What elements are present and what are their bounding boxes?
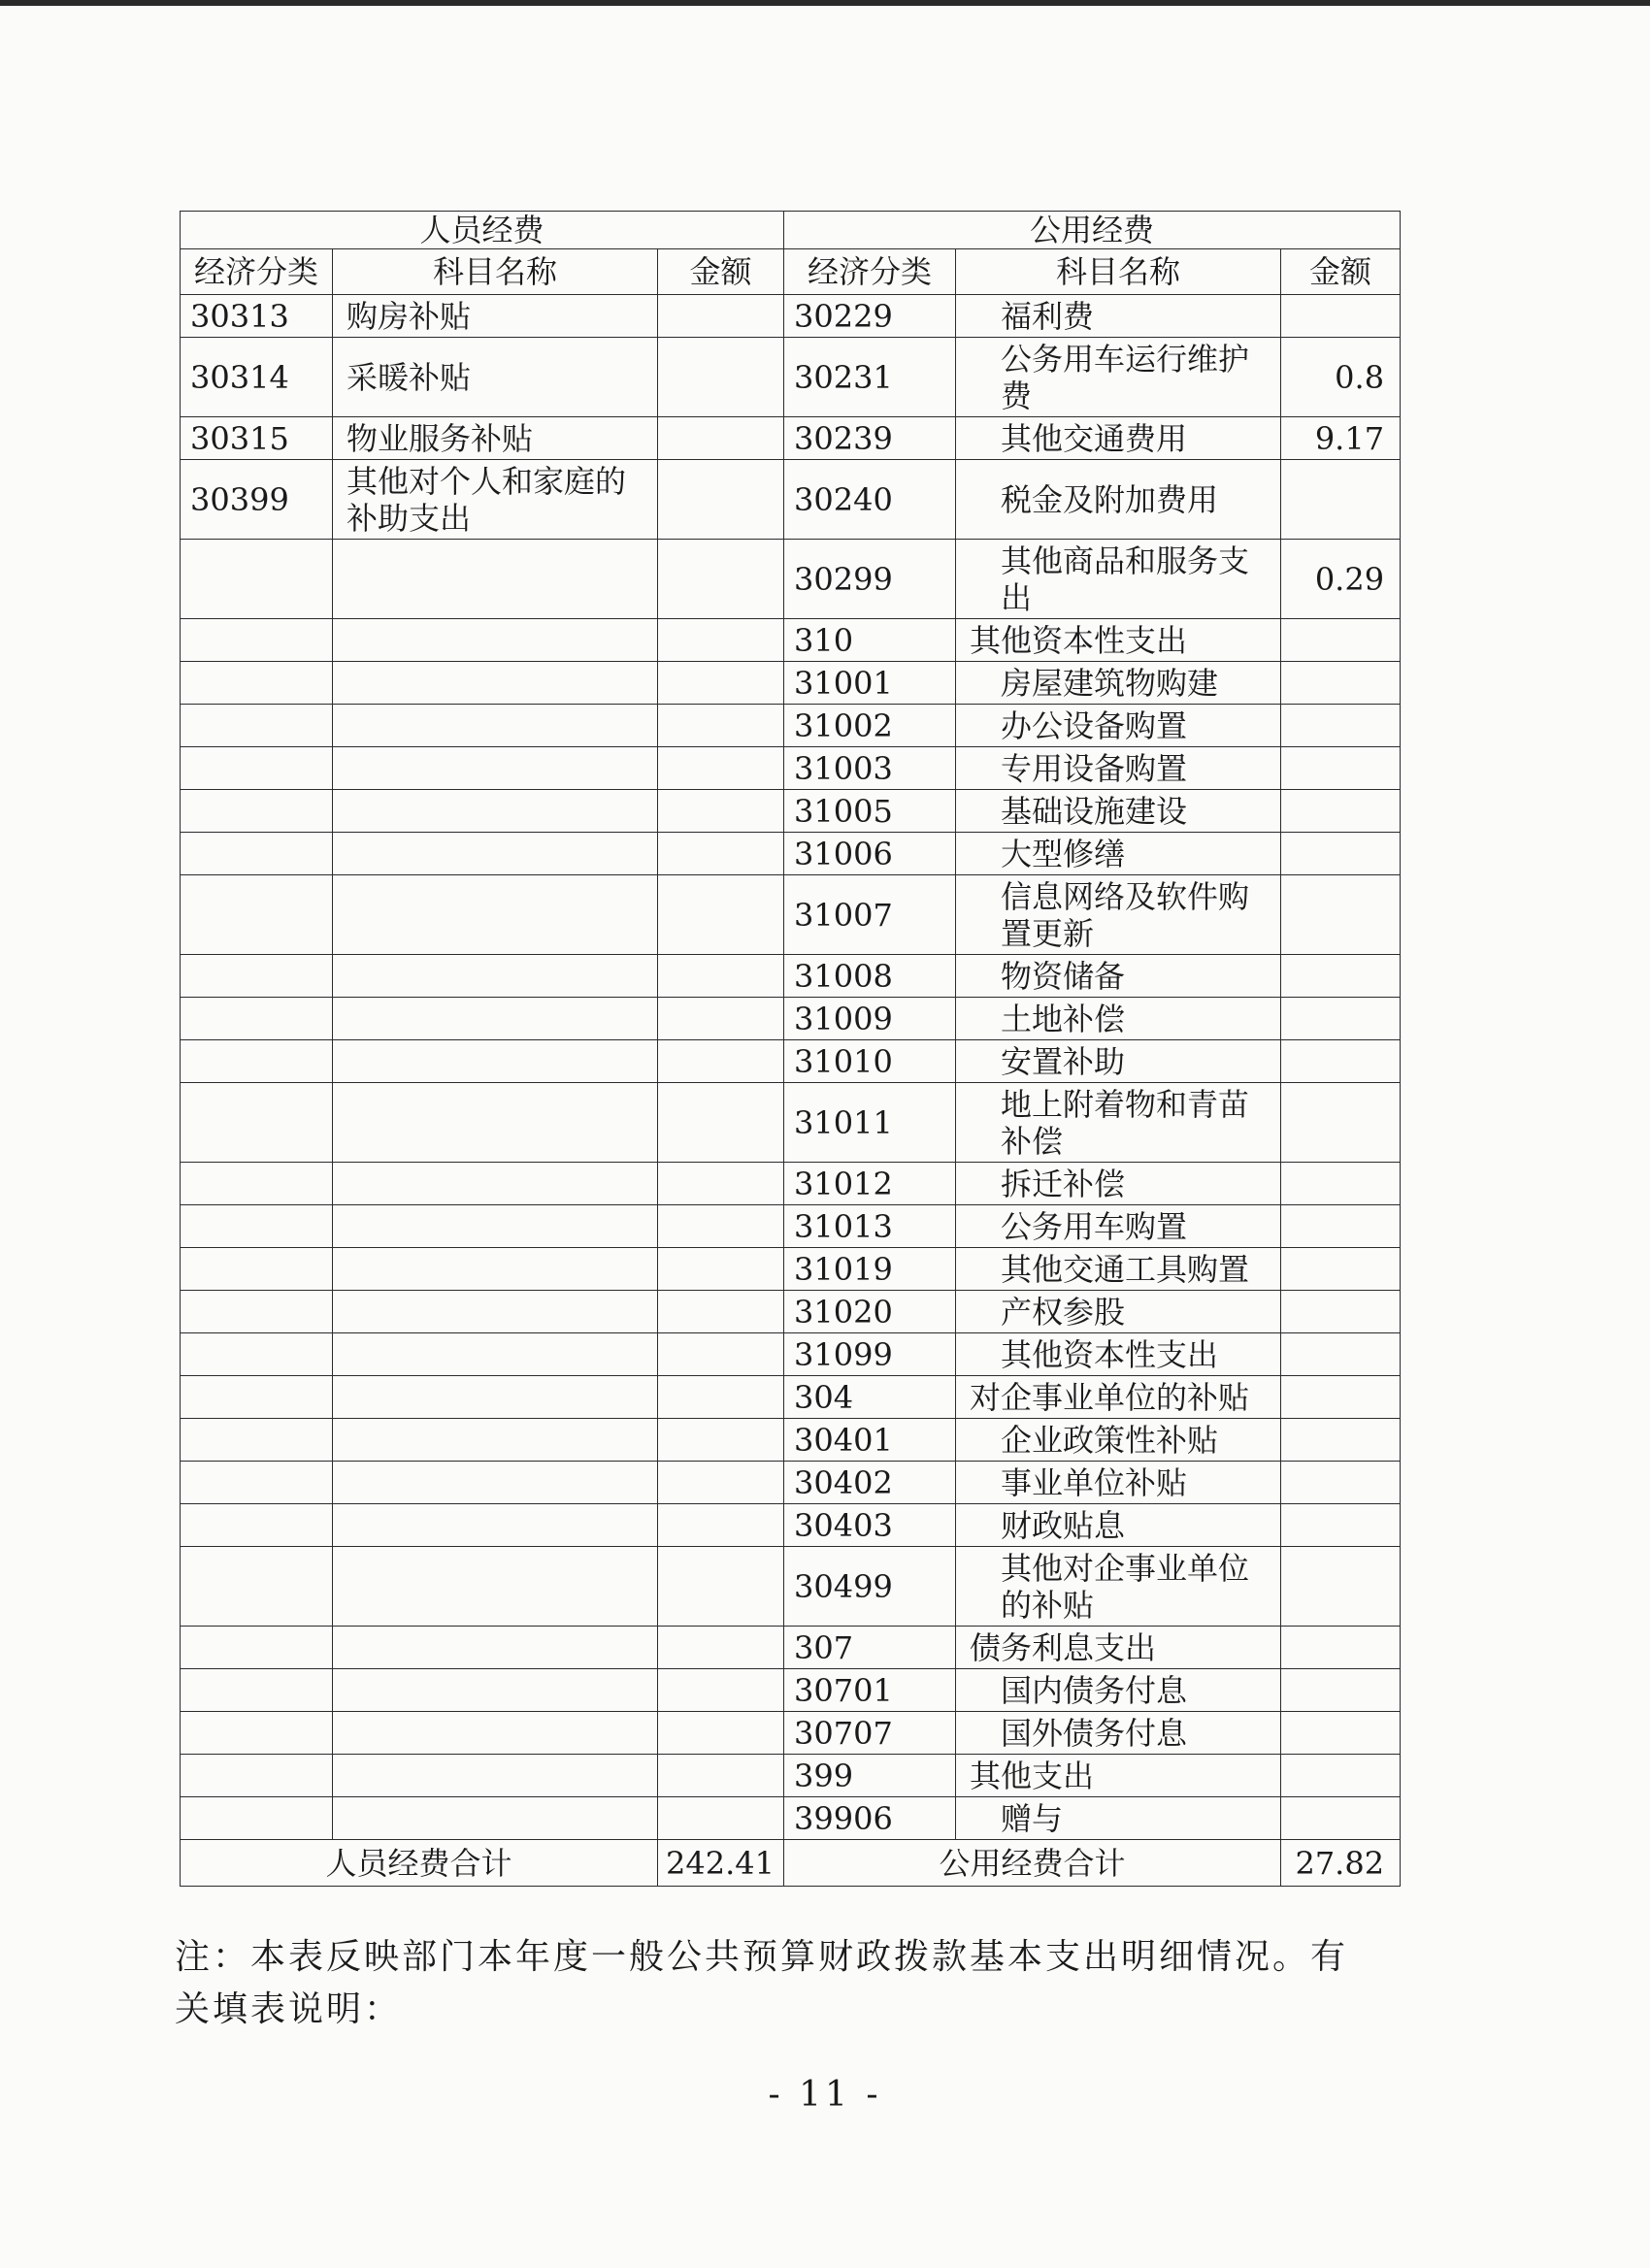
public-amount-cell <box>1281 1163 1401 1205</box>
table-row <box>181 747 1401 790</box>
personnel-code-cell <box>181 1797 333 1840</box>
personnel-name-cell <box>333 747 658 790</box>
personnel-code-cell: 30313 <box>181 295 333 338</box>
personnel-name-cell <box>333 662 658 705</box>
public-amount-cell <box>1281 1248 1401 1291</box>
public-code-cell: 30231 <box>784 338 956 417</box>
public-name-cell: 国外债务付息 <box>956 1712 1281 1755</box>
public-name-cell: 税金及附加费用 <box>956 460 1281 540</box>
public-amount-cell <box>1281 460 1401 540</box>
table-row <box>181 460 1401 540</box>
personnel-name-cell <box>333 1504 658 1547</box>
personnel-name-cell <box>333 1419 658 1462</box>
table-row <box>181 1669 1401 1712</box>
personnel-name-cell <box>333 1669 658 1712</box>
public-name-cell: 企业政策性补贴 <box>956 1419 1281 1462</box>
public-name-cell: 安置补助 <box>956 1040 1281 1083</box>
public-amount-cell <box>1281 1627 1401 1669</box>
public-code-cell: 39906 <box>784 1797 956 1840</box>
public-name-cell: 地上附着物和青苗补偿 <box>956 1083 1281 1163</box>
personnel-amount-cell <box>658 460 784 540</box>
personnel-amount-cell <box>658 1163 784 1205</box>
public-amount-cell <box>1281 662 1401 705</box>
public-name-cell: 其他商品和服务支出 <box>956 540 1281 619</box>
public-amount-cell <box>1281 1755 1401 1797</box>
table-note: 注：本表反映部门本年度一般公共预算财政拨款基本支出明细情况。有关填表说明： <box>175 1937 1349 2029</box>
public-amount-cell <box>1281 1462 1401 1504</box>
personnel-amount-cell <box>658 1291 784 1333</box>
public-amount-cell <box>1281 1205 1401 1248</box>
public-code-cell: 30229 <box>784 295 956 338</box>
personnel-name-cell <box>333 1462 658 1504</box>
table-row <box>181 540 1401 619</box>
public-amount-cell <box>1281 705 1401 747</box>
personnel-name-cell <box>333 1627 658 1669</box>
personnel-code-cell <box>181 1163 333 1205</box>
personnel-name-cell <box>333 705 658 747</box>
public-amount-cell <box>1281 747 1401 790</box>
personnel-amount-cell <box>658 1040 784 1083</box>
expenditure-detail-table <box>180 211 1401 1887</box>
personnel-code-cell <box>181 1419 333 1462</box>
public-code-cell: 31012 <box>784 1163 956 1205</box>
table-row <box>181 1419 1401 1462</box>
public-code-cell: 307 <box>784 1627 956 1669</box>
public-code-cell: 31013 <box>784 1205 956 1248</box>
public-name-cell: 土地补偿 <box>956 998 1281 1040</box>
table-row <box>181 1248 1401 1291</box>
public-code-cell: 31011 <box>784 1083 956 1163</box>
public-name-cell: 物资储备 <box>956 955 1281 998</box>
personnel-code-cell <box>181 833 333 875</box>
personnel-amount-cell <box>658 705 784 747</box>
personnel-name-cell <box>333 1376 658 1419</box>
public-amount-cell <box>1281 998 1401 1040</box>
public-total-amount: 27.82 <box>1281 1840 1401 1887</box>
personnel-code-cell <box>181 1627 333 1669</box>
totals-row <box>181 1840 1401 1887</box>
public-name-cell: 公务用车购置 <box>956 1205 1281 1248</box>
public-amount-cell <box>1281 1669 1401 1712</box>
public-name-cell: 其他资本性支出 <box>956 619 1281 662</box>
personnel-amount-cell <box>658 1755 784 1797</box>
public-name-cell: 对企事业单位的补贴 <box>956 1376 1281 1419</box>
personnel-name-cell: 物业服务补贴 <box>333 417 658 460</box>
personnel-amount-cell <box>658 1376 784 1419</box>
public-amount-cell <box>1281 875 1401 955</box>
public-code-cell: 399 <box>784 1755 956 1797</box>
personnel-total-amount: 242.41 <box>658 1840 784 1887</box>
public-name-cell: 其他对企事业单位的补贴 <box>956 1547 1281 1627</box>
public-amount-cell <box>1281 1083 1401 1163</box>
personnel-name-header: 科目名称 <box>333 249 658 295</box>
personnel-code-cell <box>181 790 333 833</box>
personnel-amount-cell <box>658 1205 784 1248</box>
personnel-code-cell <box>181 662 333 705</box>
personnel-name-cell <box>333 790 658 833</box>
table-row <box>181 1797 1401 1840</box>
table-row <box>181 417 1401 460</box>
personnel-name-cell <box>333 955 658 998</box>
public-name-cell: 公务用车运行维护费 <box>956 338 1281 417</box>
personnel-amount-cell <box>658 1712 784 1755</box>
public-amount-cell <box>1281 1040 1401 1083</box>
public-code-cell: 31006 <box>784 833 956 875</box>
personnel-name-cell <box>333 619 658 662</box>
personnel-name-cell: 购房补贴 <box>333 295 658 338</box>
personnel-amount-cell <box>658 1627 784 1669</box>
public-name-cell: 其他资本性支出 <box>956 1333 1281 1376</box>
personnel-name-cell <box>333 1040 658 1083</box>
personnel-amount-cell <box>658 1419 784 1462</box>
public-code-cell: 30403 <box>784 1504 956 1547</box>
public-name-cell: 赠与 <box>956 1797 1281 1840</box>
public-code-cell: 31002 <box>784 705 956 747</box>
public-code-cell: 31001 <box>784 662 956 705</box>
public-name-cell: 大型修缮 <box>956 833 1281 875</box>
personnel-code-cell <box>181 1205 333 1248</box>
personnel-name-cell <box>333 1712 658 1755</box>
public-name-cell: 信息网络及软件购置更新 <box>956 875 1281 955</box>
public-name-cell: 房屋建筑物购建 <box>956 662 1281 705</box>
table-row <box>181 1627 1401 1669</box>
public-name-cell: 财政贴息 <box>956 1504 1281 1547</box>
public-code-cell: 30240 <box>784 460 956 540</box>
personnel-code-cell <box>181 1291 333 1333</box>
public-name-cell: 其他交通费用 <box>956 417 1281 460</box>
public-group-header: 公用经费 <box>784 212 1401 249</box>
personnel-name-cell <box>333 1333 658 1376</box>
public-code-cell: 31003 <box>784 747 956 790</box>
public-name-cell: 债务利息支出 <box>956 1627 1281 1669</box>
public-code-header: 经济分类 <box>784 249 956 295</box>
personnel-amount-cell <box>658 1547 784 1627</box>
personnel-code-cell: 30399 <box>181 460 333 540</box>
public-amount-cell <box>1281 1797 1401 1840</box>
personnel-amount-cell <box>658 1462 784 1504</box>
scan-edge <box>0 0 1650 6</box>
personnel-code-cell <box>181 705 333 747</box>
personnel-code-header: 经济分类 <box>181 249 333 295</box>
table-row <box>181 705 1401 747</box>
public-amount-cell: 0.8 <box>1281 338 1401 417</box>
personnel-group-header: 人员经费 <box>181 212 784 249</box>
table-row <box>181 1462 1401 1504</box>
personnel-code-cell <box>181 1376 333 1419</box>
personnel-name-cell <box>333 1547 658 1627</box>
public-code-cell: 31010 <box>784 1040 956 1083</box>
personnel-name-cell <box>333 1248 658 1291</box>
personnel-code-cell <box>181 1547 333 1627</box>
public-code-cell: 31008 <box>784 955 956 998</box>
personnel-name-cell <box>333 1163 658 1205</box>
personnel-amount-cell <box>658 540 784 619</box>
personnel-name-cell <box>333 1755 658 1797</box>
personnel-code-cell <box>181 1083 333 1163</box>
personnel-total-label: 人员经费合计 <box>181 1840 658 1887</box>
public-name-cell: 产权参股 <box>956 1291 1281 1333</box>
personnel-amount-cell <box>658 875 784 955</box>
personnel-code-cell <box>181 747 333 790</box>
personnel-name-cell: 采暖补贴 <box>333 338 658 417</box>
personnel-code-cell <box>181 619 333 662</box>
personnel-amount-cell <box>658 619 784 662</box>
personnel-amount-cell <box>658 417 784 460</box>
public-code-cell: 31099 <box>784 1333 956 1376</box>
personnel-code-cell <box>181 998 333 1040</box>
public-code-cell: 304 <box>784 1376 956 1419</box>
page-number: - 11 - <box>768 2075 882 2115</box>
public-amount-cell <box>1281 1333 1401 1376</box>
personnel-amount-cell <box>658 790 784 833</box>
public-amount-cell <box>1281 619 1401 662</box>
personnel-code-cell: 30314 <box>181 338 333 417</box>
personnel-name-cell <box>333 833 658 875</box>
personnel-code-cell <box>181 1755 333 1797</box>
personnel-amount-cell <box>658 295 784 338</box>
personnel-amount-header: 金额 <box>658 249 784 295</box>
table-row <box>181 619 1401 662</box>
table-row <box>181 1333 1401 1376</box>
table-row <box>181 875 1401 955</box>
header-row-columns <box>181 249 1401 295</box>
public-code-cell: 310 <box>784 619 956 662</box>
personnel-code-cell <box>181 1040 333 1083</box>
public-amount-cell: 0.29 <box>1281 540 1401 619</box>
table-row <box>181 955 1401 998</box>
table-row <box>181 1083 1401 1163</box>
table-row <box>181 1040 1401 1083</box>
public-code-cell: 31009 <box>784 998 956 1040</box>
personnel-amount-cell <box>658 955 784 998</box>
public-name-cell: 拆迁补偿 <box>956 1163 1281 1205</box>
table-row <box>181 998 1401 1040</box>
personnel-name-cell <box>333 1291 658 1333</box>
public-code-cell: 31005 <box>784 790 956 833</box>
table-row <box>181 1376 1401 1419</box>
personnel-amount-cell <box>658 833 784 875</box>
personnel-amount-cell <box>658 662 784 705</box>
public-amount-cell <box>1281 1504 1401 1547</box>
personnel-amount-cell <box>658 1333 784 1376</box>
personnel-amount-cell <box>658 1797 784 1840</box>
public-name-cell: 其他交通工具购置 <box>956 1248 1281 1291</box>
table-row <box>181 1712 1401 1755</box>
table-row <box>181 662 1401 705</box>
public-code-cell: 30401 <box>784 1419 956 1462</box>
personnel-code-cell <box>181 1504 333 1547</box>
table-row <box>181 1547 1401 1627</box>
table-row <box>181 295 1401 338</box>
public-amount-cell <box>1281 1376 1401 1419</box>
public-name-cell: 其他支出 <box>956 1755 1281 1797</box>
personnel-code-cell <box>181 1248 333 1291</box>
personnel-name-cell <box>333 1083 658 1163</box>
personnel-code-cell <box>181 875 333 955</box>
public-name-cell: 基础设施建设 <box>956 790 1281 833</box>
public-amount-cell: 9.17 <box>1281 417 1401 460</box>
public-amount-cell <box>1281 1419 1401 1462</box>
public-code-cell: 31020 <box>784 1291 956 1333</box>
public-code-cell: 30499 <box>784 1547 956 1627</box>
public-code-cell: 31019 <box>784 1248 956 1291</box>
public-amount-cell <box>1281 790 1401 833</box>
table-row <box>181 1205 1401 1248</box>
personnel-code-cell <box>181 1712 333 1755</box>
personnel-name-cell <box>333 998 658 1040</box>
personnel-name-cell <box>333 540 658 619</box>
public-name-cell: 国内债务付息 <box>956 1669 1281 1712</box>
personnel-code-cell <box>181 1669 333 1712</box>
public-amount-cell <box>1281 1291 1401 1333</box>
public-amount-cell <box>1281 955 1401 998</box>
public-name-cell: 专用设备购置 <box>956 747 1281 790</box>
personnel-amount-cell <box>658 998 784 1040</box>
personnel-amount-cell <box>658 338 784 417</box>
public-amount-cell <box>1281 833 1401 875</box>
personnel-code-cell <box>181 540 333 619</box>
table-body <box>181 295 1401 1840</box>
personnel-name-cell <box>333 875 658 955</box>
table-row <box>181 1291 1401 1333</box>
personnel-amount-cell <box>658 1504 784 1547</box>
personnel-name-cell: 其他对个人和家庭的补助支出 <box>333 460 658 540</box>
personnel-amount-cell <box>658 1248 784 1291</box>
table-row <box>181 338 1401 417</box>
personnel-amount-cell <box>658 1083 784 1163</box>
public-name-cell: 福利费 <box>956 295 1281 338</box>
public-code-cell: 30239 <box>784 417 956 460</box>
table-row <box>181 790 1401 833</box>
personnel-name-cell <box>333 1205 658 1248</box>
personnel-code-cell <box>181 1462 333 1504</box>
public-code-cell: 30707 <box>784 1712 956 1755</box>
public-name-header: 科目名称 <box>956 249 1281 295</box>
public-amount-header: 金额 <box>1281 249 1401 295</box>
public-code-cell: 30402 <box>784 1462 956 1504</box>
personnel-amount-cell <box>658 1669 784 1712</box>
personnel-code-cell <box>181 955 333 998</box>
header-row-groups <box>181 212 1401 249</box>
public-total-label: 公用经费合计 <box>784 1840 1281 1887</box>
table-row <box>181 1163 1401 1205</box>
personnel-code-cell: 30315 <box>181 417 333 460</box>
table-row <box>181 1755 1401 1797</box>
personnel-name-cell <box>333 1797 658 1840</box>
public-amount-cell <box>1281 1547 1401 1627</box>
personnel-amount-cell <box>658 747 784 790</box>
table-row <box>181 1504 1401 1547</box>
public-name-cell: 事业单位补贴 <box>956 1462 1281 1504</box>
public-name-cell: 办公设备购置 <box>956 705 1281 747</box>
public-code-cell: 30299 <box>784 540 956 619</box>
personnel-code-cell <box>181 1333 333 1376</box>
public-code-cell: 31007 <box>784 875 956 955</box>
public-amount-cell <box>1281 1712 1401 1755</box>
public-amount-cell <box>1281 295 1401 338</box>
public-code-cell: 30701 <box>784 1669 956 1712</box>
table-row <box>181 833 1401 875</box>
